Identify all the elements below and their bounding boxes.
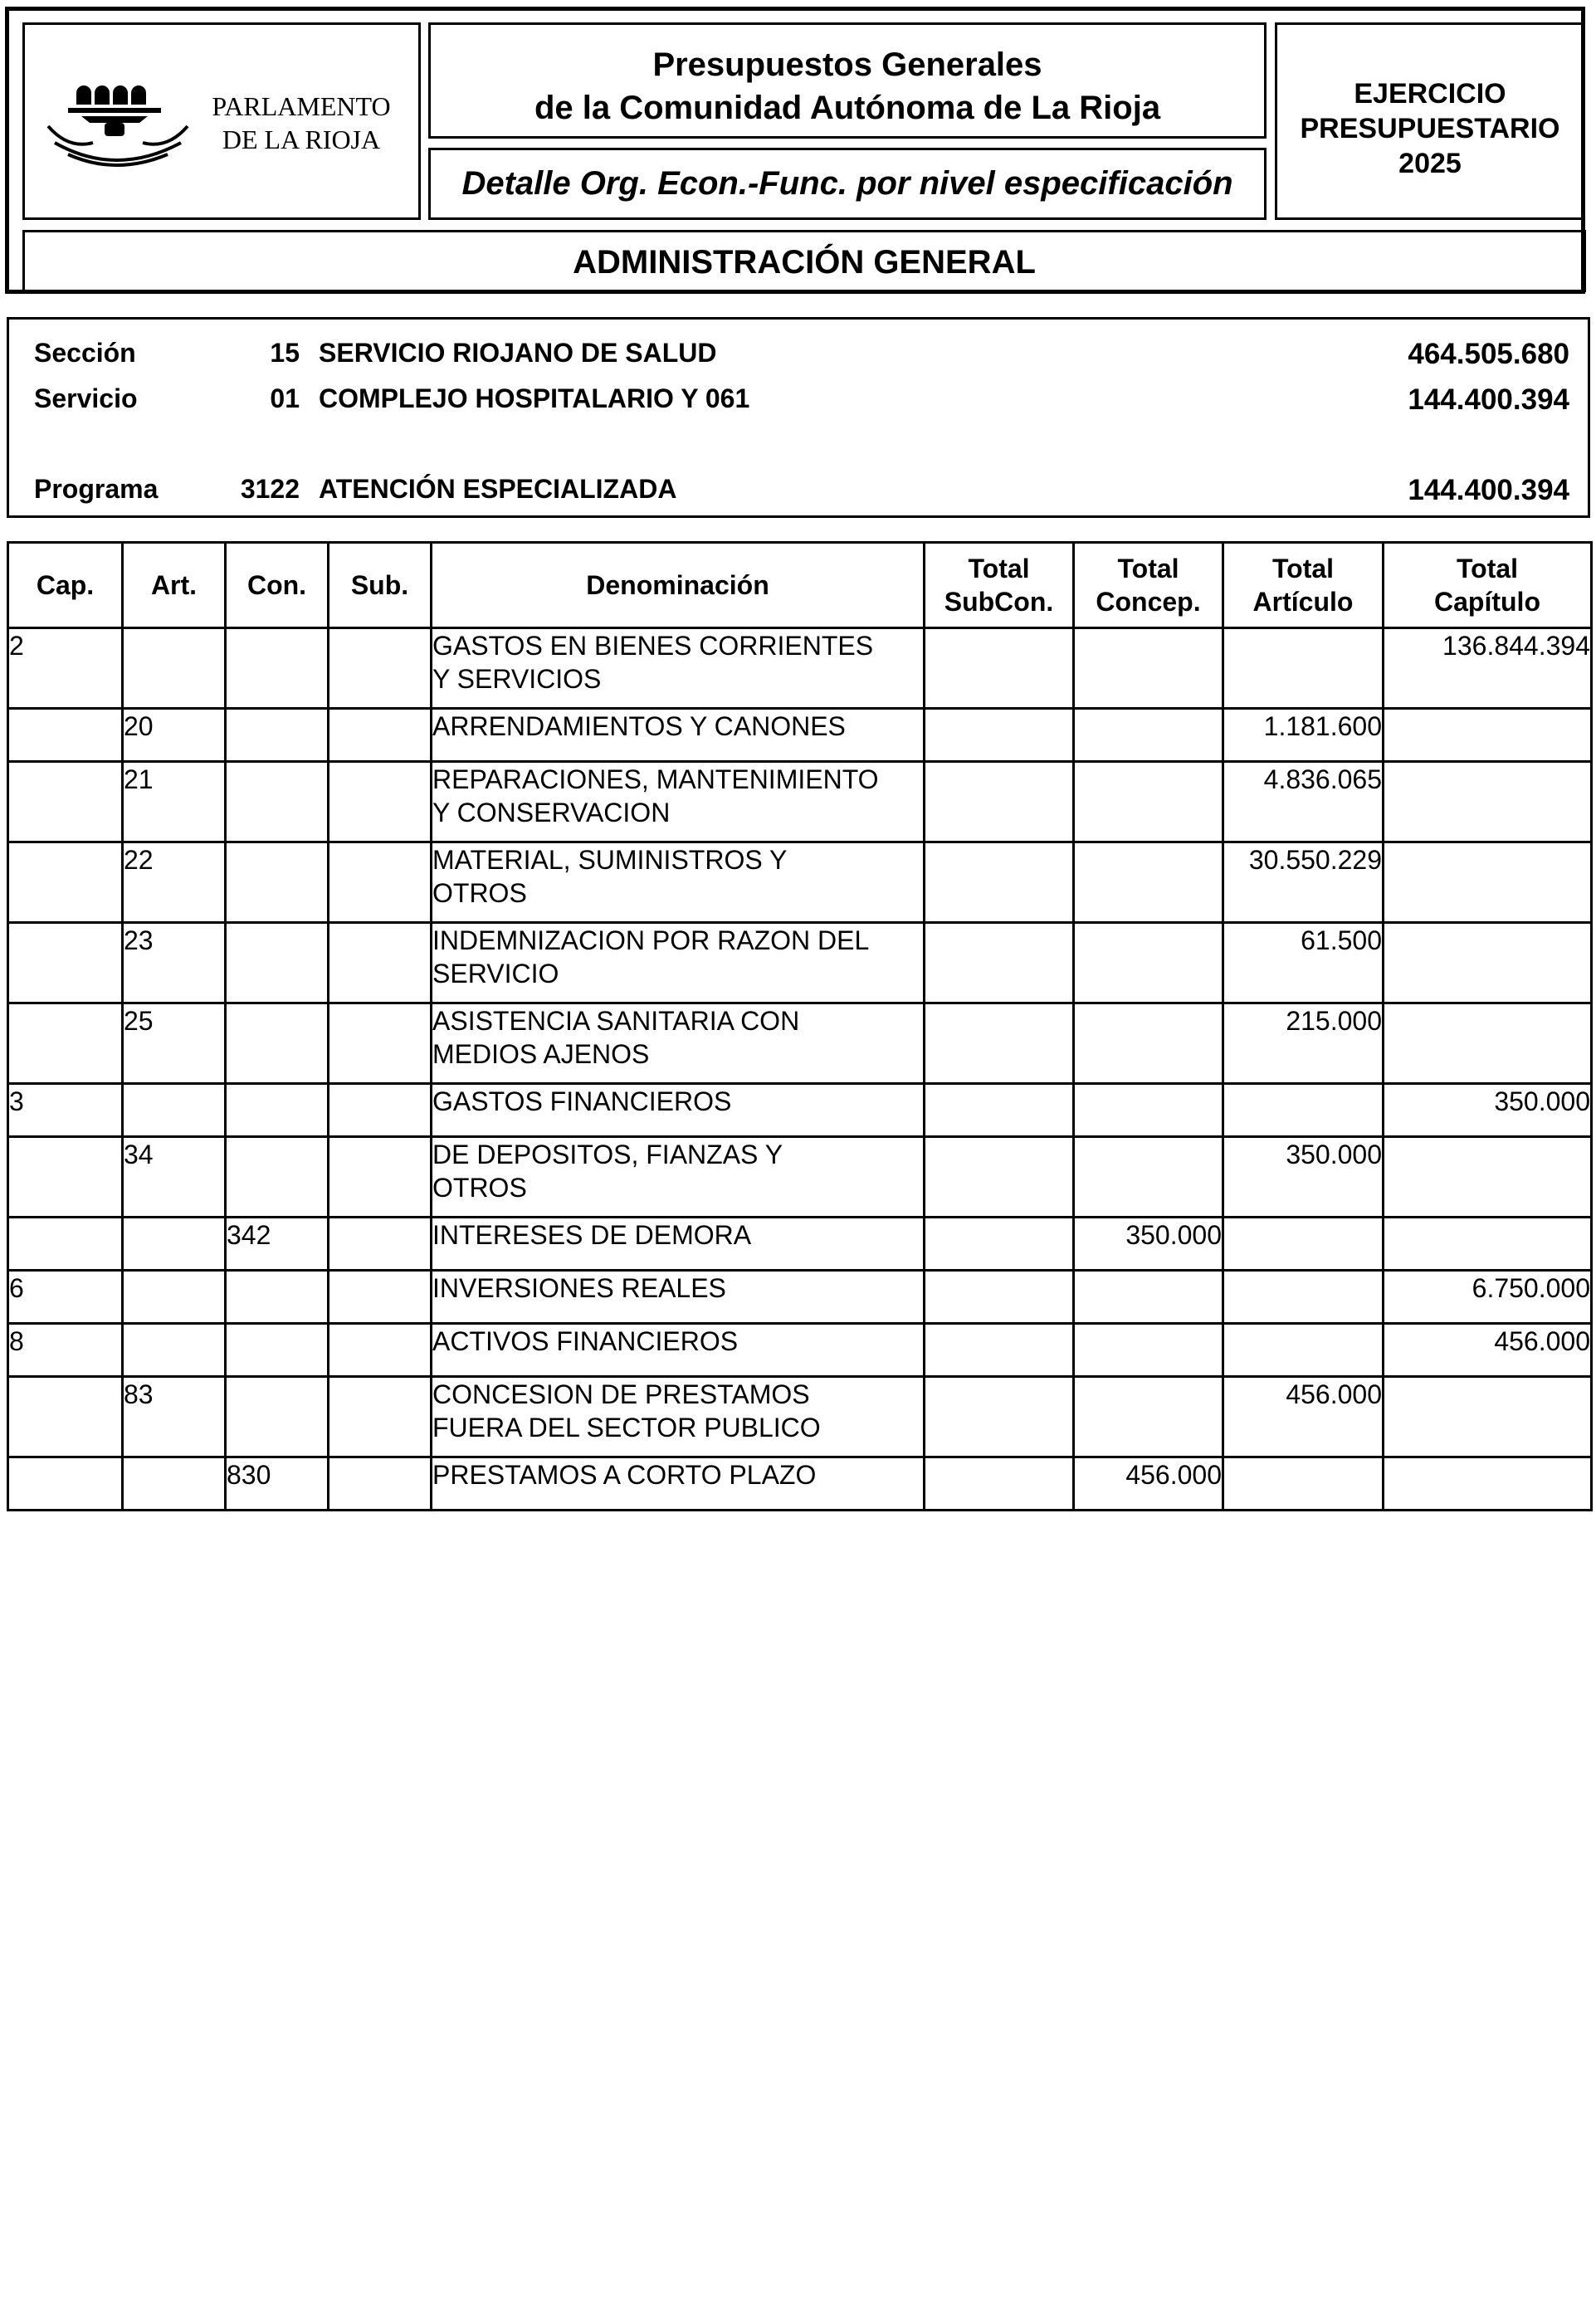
cell-total-concep: [1074, 1084, 1223, 1137]
cell-total-concep: [1074, 1137, 1223, 1218]
fiscal-year-line1: EJERCICIO: [1354, 78, 1506, 110]
cell-con: [226, 1271, 329, 1324]
cell-total-capitulo: 6.750.000: [1384, 1271, 1592, 1324]
cell-total-capitulo: [1384, 923, 1592, 1003]
parliament-name: [198, 90, 405, 156]
cell-art: [123, 1218, 226, 1271]
cell-art: 83: [123, 1377, 226, 1457]
cell-sub: [329, 628, 432, 709]
cell-sub: [329, 1003, 432, 1084]
fiscal-year: [1277, 76, 1583, 181]
programa-label: Programa: [34, 474, 159, 504]
fiscal-year-value: 2025: [1398, 148, 1462, 179]
cell-art: [123, 628, 226, 709]
cell-sub: [329, 1324, 432, 1377]
table-row: [8, 1218, 1592, 1271]
cell-cap: [8, 923, 123, 1003]
budget-title-line2: de la Comunidad Autónoma de La Rioja: [534, 90, 1161, 126]
cell-total-capitulo: [1384, 842, 1592, 923]
parliament-name-line1: PARLAMENTO: [212, 91, 391, 121]
programa-name: ATENCIÓN ESPECIALIZADA: [319, 474, 677, 504]
denominacion-line1: CONCESION DE PRESTAMOS: [432, 1379, 810, 1409]
cell-art: [123, 1271, 226, 1324]
cell-total-concep: [1074, 1003, 1223, 1084]
programa-row: [9, 474, 1588, 507]
denominacion-line2: FUERA DEL SECTOR PUBLICO: [432, 1413, 821, 1442]
cell-cap: [8, 1377, 123, 1457]
cell-total-articulo: 61.500: [1223, 923, 1384, 1003]
cell-cap: [8, 1137, 123, 1218]
cell-total-capitulo: [1384, 1218, 1592, 1271]
seccion-row: [9, 338, 1588, 371]
cell-total-subcon: [925, 1003, 1074, 1084]
cell-cap: [8, 1218, 123, 1271]
cell-total-capitulo: [1384, 762, 1592, 842]
cell-con: 342: [226, 1218, 329, 1271]
fiscal-year-line2: PRESUPUESTARIO: [1300, 113, 1560, 144]
cell-sub: [329, 1457, 432, 1511]
denominacion-line1: REPARACIONES, MANTENIMIENTO: [432, 764, 879, 794]
cell-art: [123, 1084, 226, 1137]
cell-total-subcon: [925, 923, 1074, 1003]
denominacion-line2: Y CONSERVACION: [432, 798, 671, 827]
cell-art: [123, 1324, 226, 1377]
cell-art: 20: [123, 709, 226, 762]
document-header: [5, 7, 1585, 294]
budget-title-line1: Presupuestos Generales: [652, 46, 1042, 83]
seccion-name: SERVICIO RIOJANO DE SALUD: [319, 338, 717, 368]
budget-title: [431, 43, 1264, 129]
table-row: [8, 1003, 1592, 1084]
cell-total-subcon: [925, 709, 1074, 762]
cell-con: [226, 1324, 329, 1377]
cell-total-subcon: [925, 628, 1074, 709]
cell-art: 21: [123, 762, 226, 842]
cell-denominacion: [432, 1084, 925, 1137]
cell-total-articulo: 456.000: [1223, 1377, 1384, 1457]
cell-sub: [329, 1271, 432, 1324]
table-row: [8, 709, 1592, 762]
cell-total-subcon: [925, 1271, 1074, 1324]
col-header-total-articulo-line2: Artículo: [1252, 587, 1354, 617]
denominacion-line2: MEDIOS AJENOS: [432, 1039, 650, 1069]
denominacion-line1: ACTIVOS FINANCIEROS: [432, 1326, 739, 1356]
cell-total-subcon: [925, 842, 1074, 923]
table-row: [8, 628, 1592, 709]
cell-total-concep: 456.000: [1074, 1457, 1223, 1511]
cell-art: 25: [123, 1003, 226, 1084]
col-header-total-concep: [1074, 543, 1223, 628]
seccion-amount: 464.505.680: [1408, 338, 1569, 370]
cell-cap: [8, 1457, 123, 1511]
seccion-code: 15: [270, 338, 300, 368]
report-subtitle: Detalle Org. Econ.-Func. por nivel especificación: [461, 165, 1233, 202]
col-header-total-articulo-line1: Total: [1271, 554, 1335, 583]
cell-total-concep: 350.000: [1074, 1218, 1223, 1271]
cell-total-subcon: [925, 1218, 1074, 1271]
cell-total-capitulo: [1384, 709, 1592, 762]
cell-sub: [329, 923, 432, 1003]
cell-denominacion: [432, 1271, 925, 1324]
cell-con: [226, 923, 329, 1003]
cell-con: [226, 1003, 329, 1084]
denominacion-line1: ASISTENCIA SANITARIA CON: [432, 1006, 800, 1036]
table-row: [8, 762, 1592, 842]
cell-con: [226, 628, 329, 709]
cell-total-concep: [1074, 842, 1223, 923]
col-header-art: Art.: [123, 543, 226, 628]
cell-denominacion: [432, 709, 925, 762]
cell-total-subcon: [925, 1324, 1074, 1377]
denominacion-line1: GASTOS EN BIENES CORRIENTES: [432, 631, 874, 661]
cell-total-articulo: [1223, 1084, 1384, 1137]
cell-denominacion: [432, 1457, 925, 1511]
cell-total-capitulo: [1384, 1377, 1592, 1457]
table-row: [8, 1457, 1592, 1511]
denominacion-line1: INDEMNIZACION POR RAZON DEL: [432, 925, 870, 955]
table-row: [8, 1324, 1592, 1377]
cell-total-articulo: [1223, 1457, 1384, 1511]
programa-code: 3122: [240, 474, 300, 504]
cell-sub: [329, 842, 432, 923]
cell-con: [226, 1377, 329, 1457]
denominacion-line1: INVERSIONES REALES: [432, 1273, 726, 1303]
servicio-label: Servicio: [34, 383, 138, 413]
cell-total-articulo: 215.000: [1223, 1003, 1384, 1084]
programa-amount: 144.400.394: [1408, 474, 1569, 506]
cell-cap: 6: [8, 1271, 123, 1324]
table-row: [8, 1271, 1592, 1324]
cell-total-concep: [1074, 1377, 1223, 1457]
cell-total-concep: [1074, 709, 1223, 762]
denominacion-line1: INTERESES DE DEMORA: [432, 1220, 752, 1250]
servicio-amount: 144.400.394: [1408, 383, 1569, 416]
cell-art: 34: [123, 1137, 226, 1218]
denominacion-line1: PRESTAMOS A CORTO PLAZO: [432, 1460, 817, 1490]
cell-total-subcon: [925, 762, 1074, 842]
col-header-total-subcon-line1: Total: [968, 554, 1030, 583]
col-header-denominacion: Denominación: [432, 543, 925, 628]
cell-sub: [329, 762, 432, 842]
cell-art: 22: [123, 842, 226, 923]
servicio-code: 01: [270, 383, 300, 413]
section-banner: ADMINISTRACIÓN GENERAL: [573, 244, 1036, 281]
budget-title-box: [428, 22, 1267, 139]
col-header-total-subcon-line2: SubCon.: [944, 587, 1054, 617]
cell-total-concep: [1074, 923, 1223, 1003]
cell-total-concep: [1074, 1271, 1223, 1324]
cell-denominacion: [432, 1218, 925, 1271]
cell-denominacion: [432, 1324, 925, 1377]
denominacion-line2: OTROS: [432, 1173, 527, 1203]
cell-total-concep: [1074, 628, 1223, 709]
denominacion-line1: ARRENDAMIENTOS Y CANONES: [432, 711, 846, 741]
fiscal-year-box: [1275, 22, 1585, 220]
denominacion-line1: DE DEPOSITOS, FIANZAS Y: [432, 1140, 783, 1169]
cell-cap: [8, 709, 123, 762]
cell-total-articulo: [1223, 1271, 1384, 1324]
cell-denominacion: [432, 628, 925, 709]
cell-total-articulo: 30.550.229: [1223, 842, 1384, 923]
table-row: [8, 923, 1592, 1003]
col-header-total-capitulo-line2: Capítulo: [1434, 587, 1540, 617]
col-header-total-capitulo-line1: Total: [1456, 554, 1519, 583]
parliament-logo-box: [22, 22, 421, 220]
cell-con: [226, 842, 329, 923]
cell-con: [226, 762, 329, 842]
cell-total-capitulo: 350.000: [1384, 1084, 1592, 1137]
cell-total-subcon: [925, 1137, 1074, 1218]
col-header-con: Con.: [226, 543, 329, 628]
denominacion-line1: MATERIAL, SUMINISTROS Y: [432, 845, 788, 875]
servicio-row: [9, 383, 1588, 417]
cell-cap: 8: [8, 1324, 123, 1377]
col-header-sub: Sub.: [329, 543, 432, 628]
cell-denominacion: [432, 923, 925, 1003]
cell-total-articulo: [1223, 1324, 1384, 1377]
cell-total-capitulo: [1384, 1457, 1592, 1511]
cell-denominacion: [432, 1003, 925, 1084]
seccion-label: Sección: [34, 338, 136, 368]
cell-con: [226, 1084, 329, 1137]
col-header-total-capitulo: [1384, 543, 1592, 628]
cell-sub: [329, 709, 432, 762]
organization-info: [7, 317, 1590, 518]
cell-total-capitulo: 456.000: [1384, 1324, 1592, 1377]
table-row: [8, 842, 1592, 923]
cell-cap: [8, 842, 123, 923]
cell-sub: [329, 1377, 432, 1457]
denominacion-line1: GASTOS FINANCIEROS: [432, 1086, 732, 1116]
budget-table: [7, 541, 1593, 1511]
cell-con: [226, 1137, 329, 1218]
cell-total-concep: [1074, 1324, 1223, 1377]
col-header-total-articulo: [1223, 543, 1384, 628]
cell-sub: [329, 1218, 432, 1271]
section-banner-box: [22, 230, 1586, 292]
cell-denominacion: [432, 762, 925, 842]
cell-cap: 2: [8, 628, 123, 709]
cell-total-subcon: [925, 1377, 1074, 1457]
cell-sub: [329, 1137, 432, 1218]
parliament-logo: [43, 68, 193, 176]
cell-total-capitulo: [1384, 1003, 1592, 1084]
cell-total-concep: [1074, 762, 1223, 842]
cell-denominacion: [432, 1377, 925, 1457]
denominacion-line2: OTROS: [432, 878, 527, 908]
cell-total-subcon: [925, 1084, 1074, 1137]
cell-art: [123, 1457, 226, 1511]
cell-con: [226, 709, 329, 762]
table-row: [8, 1377, 1592, 1457]
cell-sub: [329, 1084, 432, 1137]
col-header-total-concep-line1: Total: [1117, 554, 1179, 583]
servicio-name: COMPLEJO HOSPITALARIO Y 061: [319, 383, 750, 413]
table-row: [8, 1084, 1592, 1137]
parliament-name-line2: DE LA RIOJA: [222, 124, 381, 154]
col-header-total-subcon: [925, 543, 1074, 628]
denominacion-line2: SERVICIO: [432, 959, 559, 988]
cell-con: 830: [226, 1457, 329, 1511]
table-row: [8, 1137, 1592, 1218]
denominacion-line2: Y SERVICIOS: [432, 664, 602, 694]
cell-total-articulo: [1223, 1218, 1384, 1271]
cell-cap: [8, 1003, 123, 1084]
col-header-cap: Cap.: [8, 543, 123, 628]
cell-total-articulo: 1.181.600: [1223, 709, 1384, 762]
table-header-row: [8, 543, 1592, 628]
cell-total-subcon: [925, 1457, 1074, 1511]
cell-denominacion: [432, 842, 925, 923]
report-subtitle-box: [428, 148, 1267, 220]
cell-denominacion: [432, 1137, 925, 1218]
cell-total-capitulo: [1384, 1137, 1592, 1218]
cell-cap: [8, 762, 123, 842]
cell-total-articulo: 4.836.065: [1223, 762, 1384, 842]
cell-art: 23: [123, 923, 226, 1003]
cell-total-articulo: [1223, 628, 1384, 709]
cell-total-capitulo: 136.844.394: [1384, 628, 1592, 709]
cell-total-articulo: 350.000: [1223, 1137, 1384, 1218]
col-header-total-concep-line2: Concep.: [1096, 587, 1201, 617]
cell-cap: 3: [8, 1084, 123, 1137]
